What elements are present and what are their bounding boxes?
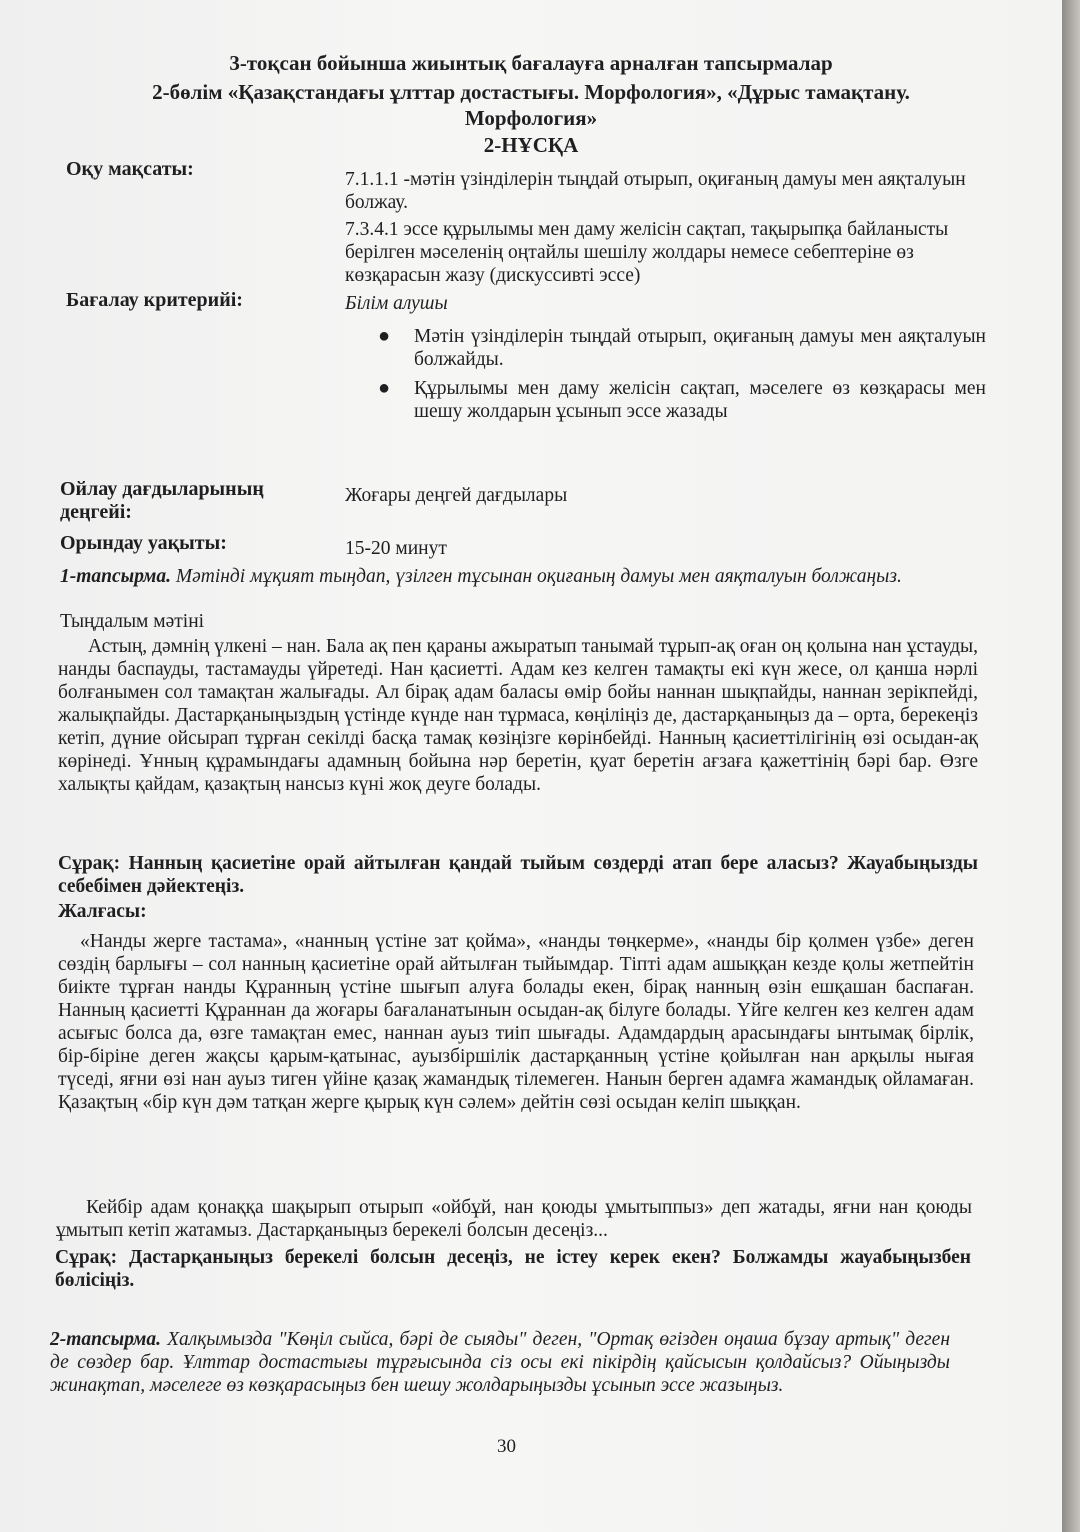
page-edge-shadow	[1062, 0, 1080, 1532]
listening-subheading: Тыңдалым мәтіні	[60, 611, 205, 632]
bullet-icon: ●	[378, 377, 391, 399]
criteria-intro: Білім алушы	[345, 293, 448, 314]
listening-paragraph-3: Кейбір адам қонаққа шақырып отырып «ойбұй, нан қоюды ұмытыппыз» деп жатады, яғни нан қоюды ұмытып кетіп жатамыз. Дастарқаныңыз берекелі болсын десеңіз...	[56, 1197, 972, 1241]
question-2: Сұрақ: Дастарқаныңыз берекелі болсын десеңіз, не істеу керек екен? Болжамды жауабыңызбен бөлісіңіз.	[55, 1247, 971, 1291]
task1-instruction: 1-тапсырма. Мәтінді мұқият тыңдап, үзілген тұсынан оқиғаның дамуы мен аяқталуын болжаңыз.	[60, 566, 902, 587]
question-1: Сұрақ: Нанның қасиетіне орай айтылған қандай тыйым сөздерді атап бере аласыз? Жауабыңызды себебімен дәйектеңіз.	[58, 853, 978, 897]
objective-2: 7.3.4.1 эссе құрылымы мен даму желісін сақтап, тақырыпқа байланысты берілген мәселенің оңтайлы шешілу жолдары немесе себептеріне өз көзқарасын жазу (дискуссивті эссе)	[345, 219, 949, 286]
task2-label: 2-тапсырма.	[50, 1329, 161, 1350]
bullet-icon: ●	[378, 325, 391, 347]
task1-label: 1-тапсырма.	[60, 566, 171, 587]
thinking-value: Жоғары деңгей дағдылары	[345, 485, 568, 506]
page-number: 30	[497, 1436, 516, 1457]
listening-paragraph-1: Астың, дәмнің үлкені – нан. Бала ақ пен қараны ажыратып танымай тұрып-ақ оған оң қолына нан ұстауды, нанды баспауды, тастамауды үйретеді. Нан қасиетті. Адам кез келген тамақты екі күн жесе, ол қанша нәрлі болғанымен сол тамақтан жалығады. Ал бірақ адам баласы өмір бойы наннан шықпайды, наннан зерікпейді, жалықпайды. Дастарқаныңыздың үстінде күнде нан тұрмаса, көңіліңіз де, дастарқаныңыз да – орта, берекеңіз кетіп, дүние ойсырап тұрған секілді басқа тамақ көзіңізге көрінбейді. Нанның қасиеттілігінің өзі осыдан-ақ көрінеді. Ұнның құрамындағы адамның бойына нәр беретін, қуат беретін ағзаға қажеттінің бәрі бар. Өзге халықты қайдам, қазақтың нансыз күні жоқ деуге болады.	[58, 636, 978, 795]
time-value: 15-20 минут	[345, 538, 447, 559]
listening-paragraph-2: «Нанды жерге тастама», «нанның үстіне зат қойма», «нанды төңкерме», «нанды бір қолмен үзбе» деген сөздің барлығы – сол нанның қасиетіне орай айтылған тыйымдар. Тіпті адам ашыққан кезде қолы жетпейтін биікте тұрған нанды Құранның үстіне шығып алуға болады екен, бірақ нанның өзін ешқашан баспаған. Нанның қасиетті Құраннан да жоғары бағаланатынын осыдан-ақ білуге болады. Үйге келген кез келген адам асығыс болса да, өзге тамақтан емес, наннан ауыз тиіп шығады. Адамдардың арасындағы ынтымақ бірлік, бір-біріне деген жақсы қарым-қатынас, ауызбіршілік дастарқанның үстіне қойылған нан арқылы нығая түседі, яғни өзі нан ауыз тиген үйіне қазақ жамандық тілемеген. Нанын берген адамға жамандық ойламаған. Қазақтың «бір күн дәм татқан жерге қырық күн сәлем» дейтін сөзі осыдан келіп шыққан.	[58, 931, 974, 1113]
header-line2: 2-бөлім «Қазақстандағы ұлттар достастығы. Морфология», «Дұрыс тамақтану.	[152, 80, 910, 104]
objective-1: 7.1.1.1 -мәтін үзінділерін тыңдай отырып, оқиғаның дамуы мен аяқталуын болжау.	[345, 169, 966, 213]
header-line3: Морфология»	[464, 106, 598, 130]
criteria-item: ● Мәтін үзінділерін тыңдай отырып, оқиғаның дамуы мен аяқталуын болжайды.	[378, 325, 986, 370]
variant-title: 2-НҰСҚА	[483, 133, 579, 157]
header-line1: 3-тоқсан бойынша жиынтық бағалауға арналған тапсырмалар	[229, 51, 833, 75]
objectives-label: Оқу мақсаты:	[66, 158, 194, 180]
time-label: Орындау уақыты:	[60, 532, 227, 554]
criteria-item: ● Құрылымы мен даму желісін сақтап, мәселеге өз көзқарасы мен шешу жолдарын ұсынып эссе жазады	[378, 377, 986, 422]
criteria-label: Бағалау критерийі:	[66, 289, 243, 311]
task2-instruction: 2-тапсырма. Халқымызда "Көңіл сыйса, бәрі де сыяды" деген, "Ортақ өгізден оңаша бұзау артық" деген де сөздер бар. Ұлттар достастығы тұрғысында сіз осы екі пікірдің қайсысын қолдайсыз? Ойыңызды жинақтап, мәселеге өз көзқарасыңыз бен шешу жолдарыңызды ұсынып эссе жазыңыз.	[50, 1329, 950, 1396]
criteria-list	[378, 325, 986, 429]
continuation-label: Жалғасы:	[58, 901, 147, 922]
thinking-label: Ойлау дағдыларының деңгейі:	[60, 478, 264, 523]
